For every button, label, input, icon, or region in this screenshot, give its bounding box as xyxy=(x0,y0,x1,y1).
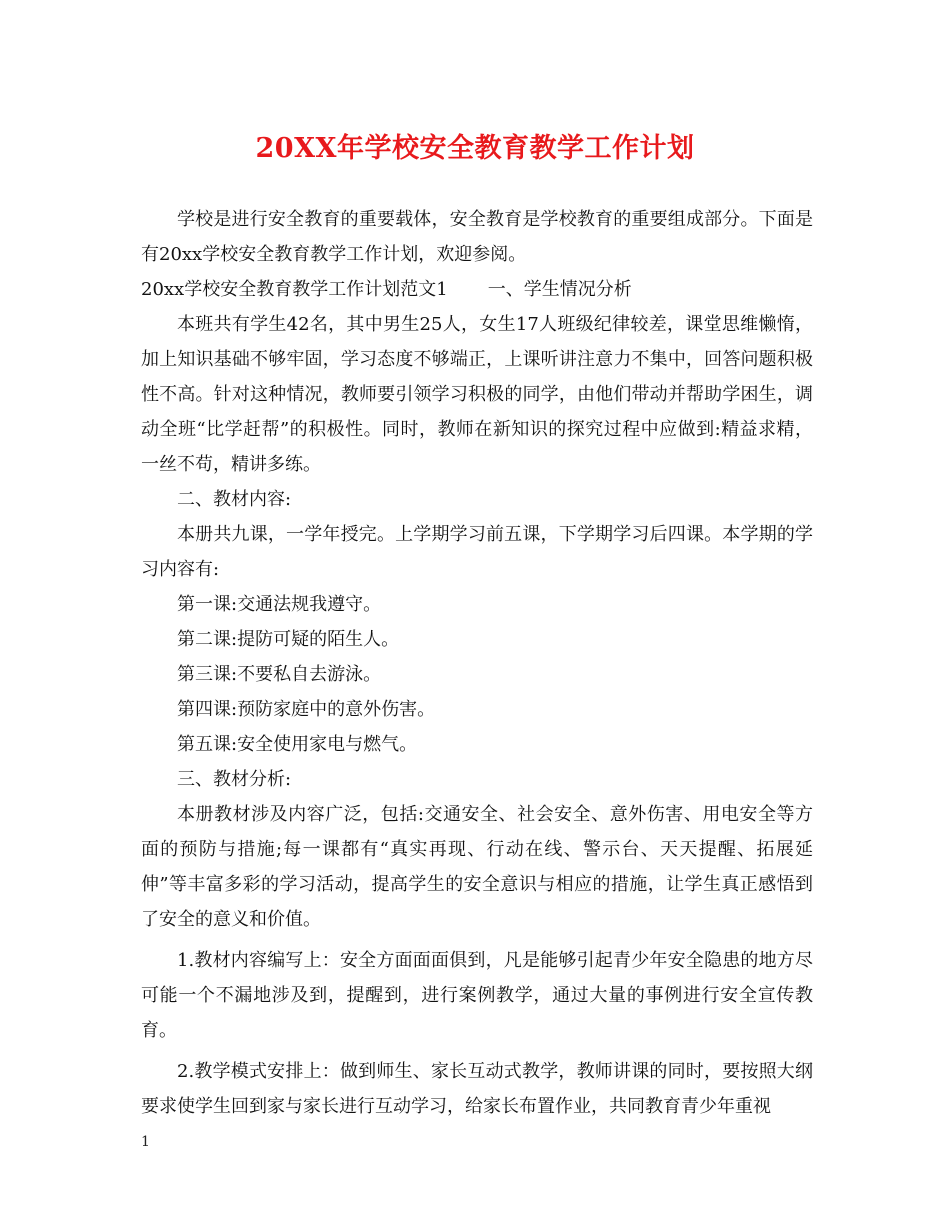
section-1-paragraph: 本班共有学生42名，其中男生25人，女生17人班级纪律较差，课堂思维懒惰，加上知识基础不够牢固，学习态度不够端正，上课听讲注意力不集中，回答问题积极性不高。针对这种情况，教师要引领学习积极的同学，由他们带动并帮助学困生，调动全班“比学赶帮”的积极性。同时，教师在新知识的探究过程中应做到:精益求精，一丝不苟，精讲多练。 xyxy=(141,314,813,475)
section-3-paragraph: 本册教材涉及内容广泛，包括:交通安全、社会安全、意外伤害、用电安全等方面的预防与措施;每一课都有“真实再现、行动在线、警示台、天天提醒、拓展延伸”等丰富多彩的学习活动，提高学生的安全意识与相应的措施，让学生真正感悟到了安全的意义和价值。 xyxy=(141,804,813,930)
lesson-item: 第四课:预防家庭中的意外伤害。 xyxy=(177,699,436,720)
lesson-item: 第二课:提防可疑的陌生人。 xyxy=(177,629,400,650)
section-3-heading: 三、教材分析: xyxy=(177,769,292,790)
lesson-item: 第一课:交通法规我遵守。 xyxy=(177,594,382,615)
section-2-heading: 二、教材内容: xyxy=(177,489,292,510)
point-2-paragraph: 2.教学模式安排上：做到师生、家长互动式教学，教师讲课的同时，要按照大纲要求使学生回到家与家长进行互动学习，给家长布置作业，共同教育青少年重视 xyxy=(141,1061,813,1117)
page-number: 1 xyxy=(141,1134,150,1150)
lesson-item: 第三课:不要私自去游泳。 xyxy=(177,664,382,685)
point-1-paragraph: 1.教材内容编写上：安全方面面面俱到，凡是能够引起青少年安全隐患的地方尽可能一个不漏地涉及到，提醒到，进行案例教学，通过大量的事例进行安全宣传教育。 xyxy=(141,950,813,1041)
intro-paragraph: 学校是进行安全教育的重要载体，安全教育是学校教育的重要组成部分。下面是有20xx学校安全教育教学工作计划，欢迎参阅。 xyxy=(141,209,813,265)
lesson-item: 第五课:安全使用家电与燃气。 xyxy=(177,734,418,755)
section-1-heading: 一、学生情况分析 xyxy=(487,279,632,300)
document-title: 20XX年学校安全教育教学工作计划 xyxy=(255,133,695,164)
section-2-paragraph: 本册共九课，一学年授完。上学期学习前五课，下学期学习后四课。本学期的学习内容有: xyxy=(141,524,813,580)
document-body xyxy=(141,202,813,1124)
sample-heading-line xyxy=(141,272,813,307)
sample-heading: 20xx学校安全教育教学工作计划范文1 xyxy=(141,279,448,300)
